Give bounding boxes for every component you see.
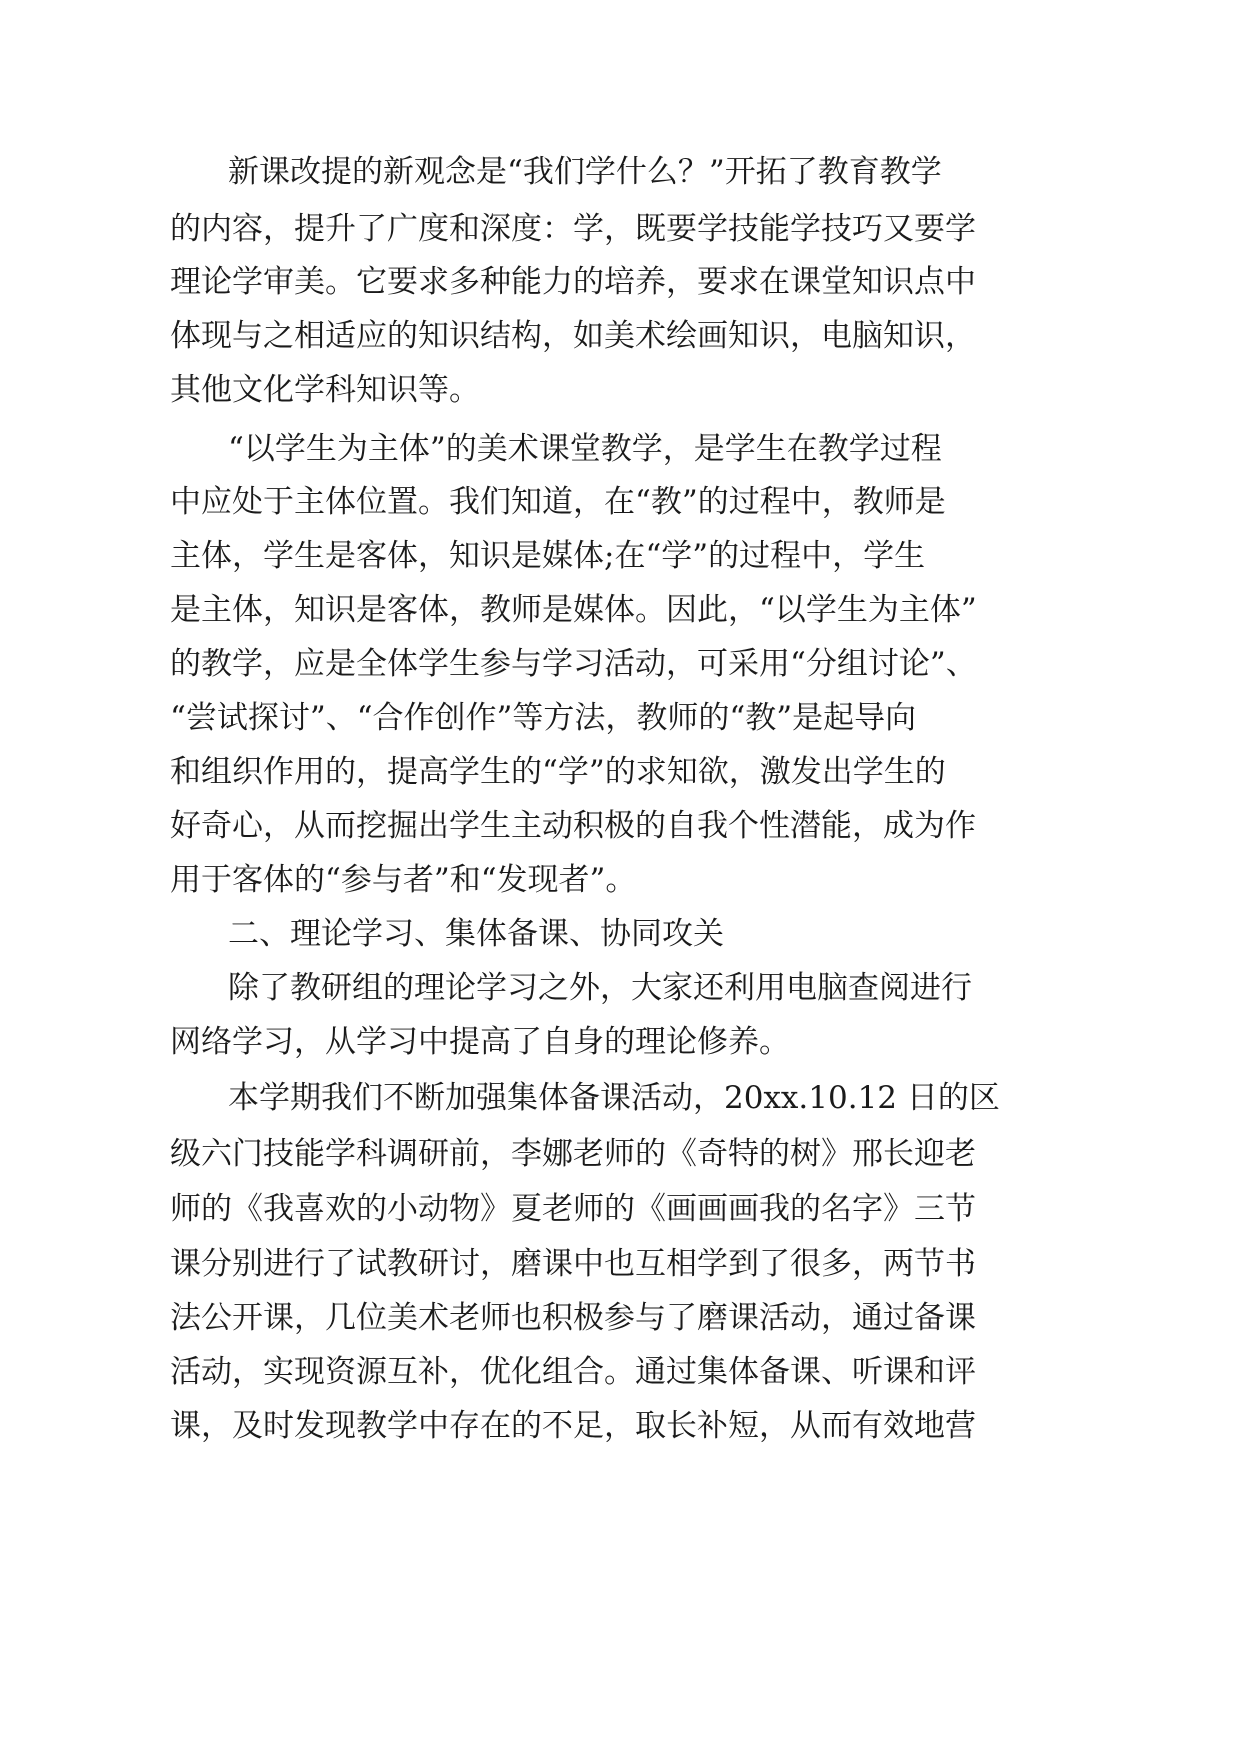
text-line: 理论学审美。它要求多种能力的培养，要求在课堂知识点中 [170,264,976,300]
text-line: 课，及时发现教学中存在的不足，取长补短，从而有效地营 [170,1408,976,1444]
section-heading: 二、理论学习、集体备课、协同攻关 [228,916,724,952]
text-line: 中应处于主体位置。我们知道，在“教”的过程中，教师是 [170,484,946,520]
text-line: 活动，实现资源互补，优化组合。通过集体备课、听课和评 [170,1354,976,1390]
text-line: 好奇心，从而挖掘出学生主动积极的自我个性潜能，成为作 [170,808,976,844]
text-line: 主体，学生是客体，知识是媒体;在“学”的过程中，学生 [170,538,926,574]
text-line: 网络学习，从学习中提高了自身的理论修养。 [170,1024,790,1060]
text-line: 新课改提的新观念是“我们学什么？”开拓了教育教学 [228,154,942,190]
text-line: “以学生为主体”的美术课堂教学，是学生在教学过程 [228,431,942,467]
text-line: 本学期我们不断加强集体备课活动，20xx.10.12 日的区 [228,1080,1000,1116]
text-line: 是主体，知识是客体，教师是媒体。因此，“以学生为主体” [170,592,977,628]
text-line: “尝试探讨”、“合作创作”等方法，教师的“教”是起导向 [170,700,917,736]
text-line: 法公开课，几位美术老师也积极参与了磨课活动，通过备课 [170,1300,976,1336]
text-line: 用于客体的“参与者”和“发现者”。 [170,862,637,898]
text-line: 的教学，应是全体学生参与学习活动，可采用“分组讨论”、 [170,646,977,682]
text-line: 师的《我喜欢的小动物》夏老师的《画画画我的名字》三节 [170,1191,976,1227]
text-line: 级六门技能学科调研前，李娜老师的《奇特的树》邢长迎老 [170,1136,976,1172]
text-line: 其他文化学科知识等。 [170,372,480,408]
text-line: 体现与之相适应的知识结构，如美术绘画知识，电脑知识， [170,318,976,354]
text-line: 除了教研组的理论学习之外，大家还利用电脑查阅进行 [228,970,972,1006]
text-line: 课分别进行了试教研讨，磨课中也互相学到了很多，两节书 [170,1246,976,1282]
text-line: 和组织作用的，提高学生的“学”的求知欲，激发出学生的 [170,754,946,790]
text-line: 的内容，提升了广度和深度：学，既要学技能学技巧又要学 [170,211,976,247]
